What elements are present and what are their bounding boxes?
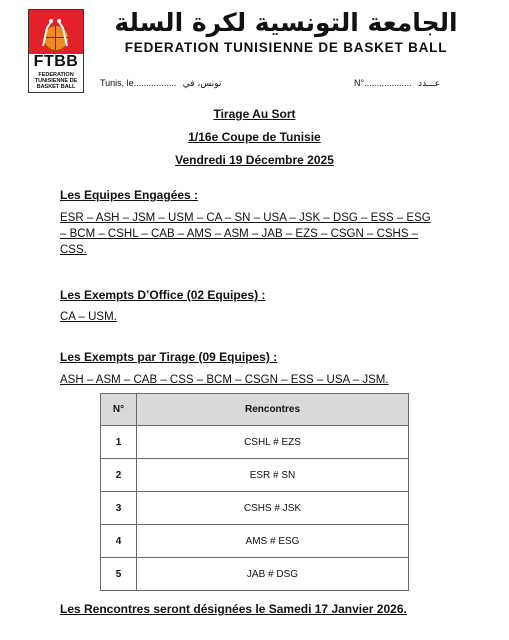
tunis-date-line — [100, 78, 221, 89]
player-figure-icon — [37, 16, 73, 52]
matches-table — [100, 393, 409, 591]
table-row — [101, 459, 409, 492]
row-number: 4 — [101, 525, 137, 558]
logo-name: FTBB — [33, 53, 79, 70]
row-number: 1 — [101, 426, 137, 459]
tunis-arabic-label: تونس، في — [182, 79, 222, 89]
draw-exempts-heading: Les Exempts par Tirage (09 Equipes) : — [60, 350, 278, 364]
table-row — [101, 525, 409, 558]
engaged-teams-heading: Les Equipes Engagées : — [60, 188, 199, 202]
number-label: N° — [354, 78, 365, 88]
office-exempts-heading: Les Exempts D’Office (02 Equipes) : — [60, 288, 266, 302]
footer-note: Les Rencontres seront désignées le Samedi 17 Janvier 2026. — [60, 602, 407, 616]
row-match: ESR # SN — [137, 459, 409, 492]
number-dots: ................... — [364, 78, 412, 88]
row-number: 2 — [101, 459, 137, 492]
row-match: AMS # ESG — [137, 525, 409, 558]
row-match: JAB # DSG — [137, 558, 409, 591]
reference-number-line — [354, 78, 440, 89]
table-row — [101, 558, 409, 591]
table-header-row — [101, 394, 409, 426]
table-row — [101, 426, 409, 459]
number-arabic-label: عـــدد — [418, 79, 441, 89]
competition-title: 1/16e Coupe de Tunisie — [188, 130, 321, 144]
french-federation-title: FEDERATION TUNISIENNE DE BASKET BALL — [124, 40, 448, 55]
office-exempts-list: CA – USM. — [60, 311, 117, 323]
column-header-matches: Rencontres — [137, 394, 409, 426]
row-number: 5 — [101, 558, 137, 591]
draw-exempts-list: ASH – ASM – CAB – CSS – BCM – CSGN – ESS – USA – JSM. — [60, 374, 389, 386]
tunis-label: Tunis, le — [100, 78, 134, 88]
ftbb-logo — [28, 9, 84, 93]
row-number: 3 — [101, 492, 137, 525]
column-header-number: N° — [101, 394, 137, 426]
row-match: CSHS # JSK — [137, 492, 409, 525]
draw-date: Vendredi 19 Décembre 2025 — [175, 153, 334, 167]
draw-title: Tirage Au Sort — [213, 107, 296, 121]
table-row — [101, 492, 409, 525]
engaged-teams-list: ESR – ASH – JSM – USM – CA – SN – USA – JSK – DSG – ESS – ESG – BCM – CSHL – CAB – AMS – ASM – JAB – EZS – CSGN – CSHS – CSS. — [60, 212, 431, 256]
arabic-federation-title: الجامعة التونسية لكرة السلة — [114, 8, 458, 37]
row-match: CSHL # EZS — [137, 426, 409, 459]
logo-subtitle: FEDERATION TUNISIENNE DE BASKET BALL — [34, 72, 78, 90]
tunis-dots: ................. — [133, 78, 177, 88]
